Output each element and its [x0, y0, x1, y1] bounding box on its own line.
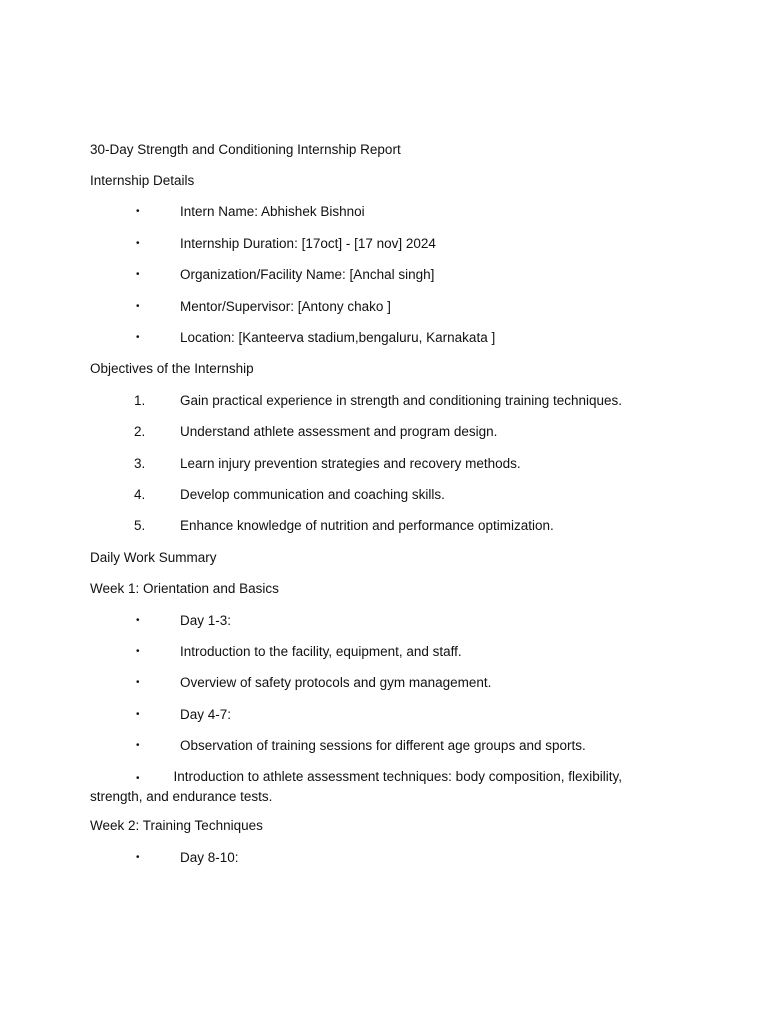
week2-heading: Week 2: Training Techniques [90, 818, 263, 833]
objectives-heading: Objectives of the Internship [90, 361, 254, 376]
numbered-item-text: Enhance knowledge of nutrition and performance optimization. [180, 518, 554, 533]
bullet-marker: • [136, 269, 140, 280]
bullet-marker: • [136, 677, 140, 688]
list-item-text: Day 8-10: [180, 850, 239, 865]
number-marker: 3. [134, 456, 146, 471]
daily-work-heading: Daily Work Summary [90, 550, 217, 565]
bullet-marker: • [136, 615, 140, 626]
list-item-text: Introduction to athlete assessment techniques: body composition, flexibility, strength, and endurance tests. [90, 769, 623, 804]
number-marker: 4. [134, 487, 146, 502]
numbered-item-text: Gain practical experience in strength and conditioning training techniques. [180, 393, 623, 408]
numbered-item-text: Understand athlete assessment and program design. [180, 424, 498, 439]
numbered-item-text: Learn injury prevention strategies and recovery methods. [180, 456, 521, 471]
list-item-text: Introduction to the facility, equipment, and staff. [180, 644, 462, 659]
list-item-text: Observation of training sessions for different age groups and sports. [180, 738, 586, 753]
list-item-text: Organization/Facility Name: [Anchal singh] [180, 267, 435, 282]
list-item-text: Mentor/Supervisor: [Antony chako ] [180, 299, 391, 314]
list-item-text: Day 1-3: [180, 613, 232, 628]
week1-heading: Week 1: Orientation and Basics [90, 581, 279, 596]
bullet-marker: • [136, 740, 140, 751]
number-marker: 5. [134, 518, 146, 533]
bullet-marker: • [136, 332, 140, 343]
number-marker: 1. [134, 393, 146, 408]
number-marker: 2. [134, 424, 146, 439]
document-title: 30-Day Strength and Conditioning Internship Report [90, 142, 401, 157]
bullet-marker: • [136, 773, 140, 784]
bullet-marker: • [136, 852, 140, 863]
list-item [90, 768, 650, 806]
internship-details-heading: Internship Details [90, 173, 195, 188]
list-item-text: Intern Name: Abhishek Bishnoi [180, 204, 365, 219]
list-item-text: Internship Duration: [17oct] - [17 nov] 2024 [180, 236, 436, 251]
bullet-marker: • [136, 238, 140, 249]
bullet-marker: • [136, 206, 140, 217]
list-item-text: Day 4-7: [180, 707, 232, 722]
bullet-marker: • [136, 301, 140, 312]
bullet-marker: • [136, 646, 140, 657]
list-item-text: Location: [Kanteerva stadium,bengaluru, Karnakata ] [180, 330, 496, 345]
bullet-marker: • [136, 709, 140, 720]
numbered-item-text: Develop communication and coaching skills. [180, 487, 445, 502]
list-item-text: Overview of safety protocols and gym management. [180, 675, 492, 690]
